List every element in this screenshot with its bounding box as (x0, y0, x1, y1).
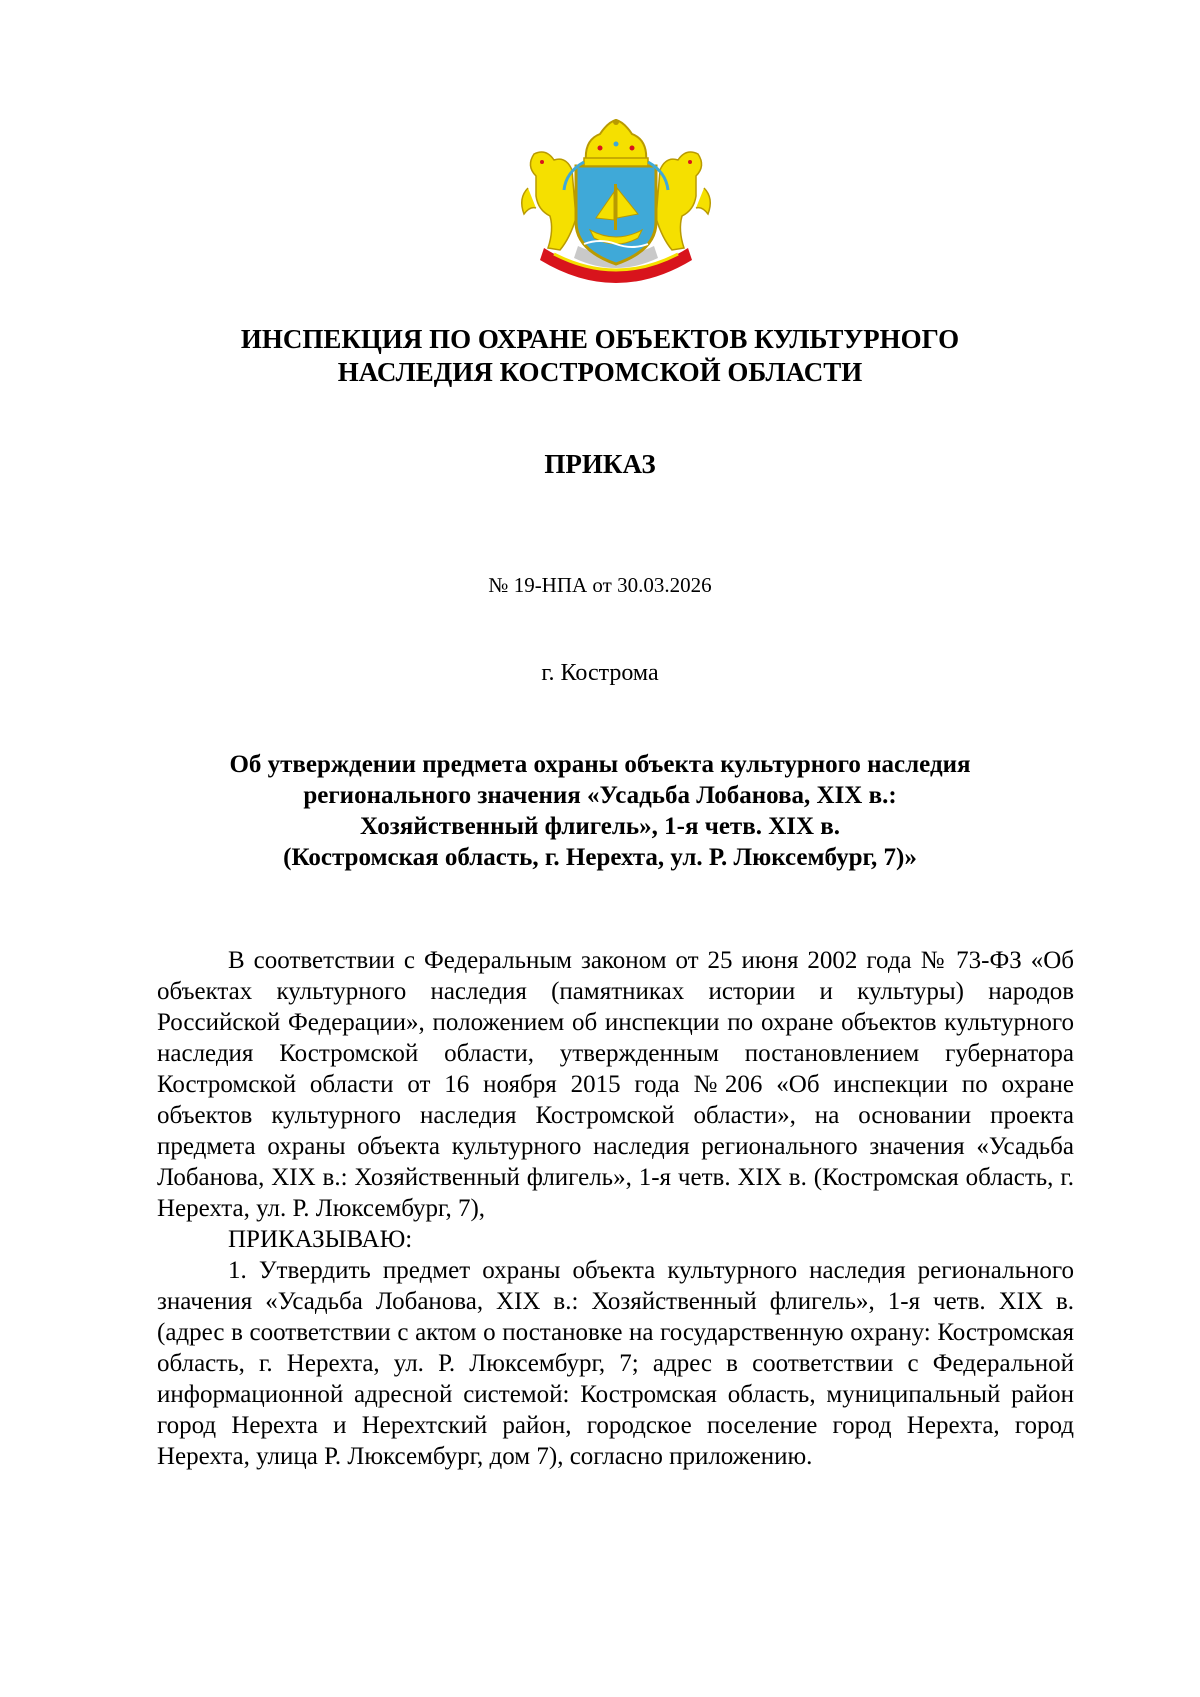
subject-line-3: Хозяйственный флигель», 1-я четв. XIX в. (359, 813, 841, 840)
preamble-paragraph: В соответствии с Федеральным законом от 25 июня 2002 года № 73-ФЗ «Об объектах культурного наследия (памятниках истории и культуры) народов Российской Федерации», положением об инспекции по охране объектов культурного наследия Костромской области, утвержденным постановлением губернатора Костромской области от 16 ноября 2015 года №206 «Об инспекции по охране объектов культурного наследия Костромской области», на основании проекта предмета охраны объекта культурного наследия регионального значения «Усадьба Лобанова, XIX в.: Хозяйственный флигель», 1-я четв. XIX в. (Костромская область, г. Нерехта, ул. Р. Люксембург, 7), (157, 947, 1074, 1222)
org-line-1: ИНСПЕКЦИЯ ПО ОХРАНЕ ОБЪЕКТОВ КУЛЬТУРНОГО (240, 324, 960, 354)
organization-name (120, 323, 1080, 389)
order-item-1: 1. Утвердить предмет охраны объекта культурного наследия регионального значения «Усадьба Лобанова, XIX в.: Хозяйственный флигель», 1-я четв. XIX в. (адрес в соответствии с актом о постановке на государственную охрану: Костромская область, г. Нерехта, ул. Р. Люксембург, 7; адрес в соответствии с Федеральной информационной адресной системой: Костромская область, муниципальный район город Нерехта и Нерехтский район, городское поселение город Нерехта, город Нерехта, улица Р. Люксембург, дом 7), согласно приложению. (157, 1257, 1074, 1470)
subject-line-4: (Костромская область, г. Нерехта, ул. Р. Люксембург, 7)» (283, 844, 917, 871)
org-line-2: НАСЛЕДИЯ КОСТРОМСКОЙ ОБЛАСТИ (337, 357, 863, 387)
order-word: ПРИКАЗЫВАЮ: (228, 1226, 413, 1253)
document-subject (120, 749, 1080, 873)
subject-line-1: Об утверждении предмета охраны объекта культурного наследия (229, 751, 971, 778)
document-number: № 19-НПА от 30.03.2026 (488, 573, 712, 597)
subject-line-2: регионального значения «Усадьба Лобанова, XIX в.: (303, 782, 897, 809)
document-body (157, 945, 1074, 1472)
document-type: ПРИКАЗ (544, 449, 656, 479)
document-city: г. Кострома (541, 660, 659, 686)
coat-of-arms-icon (514, 118, 718, 296)
